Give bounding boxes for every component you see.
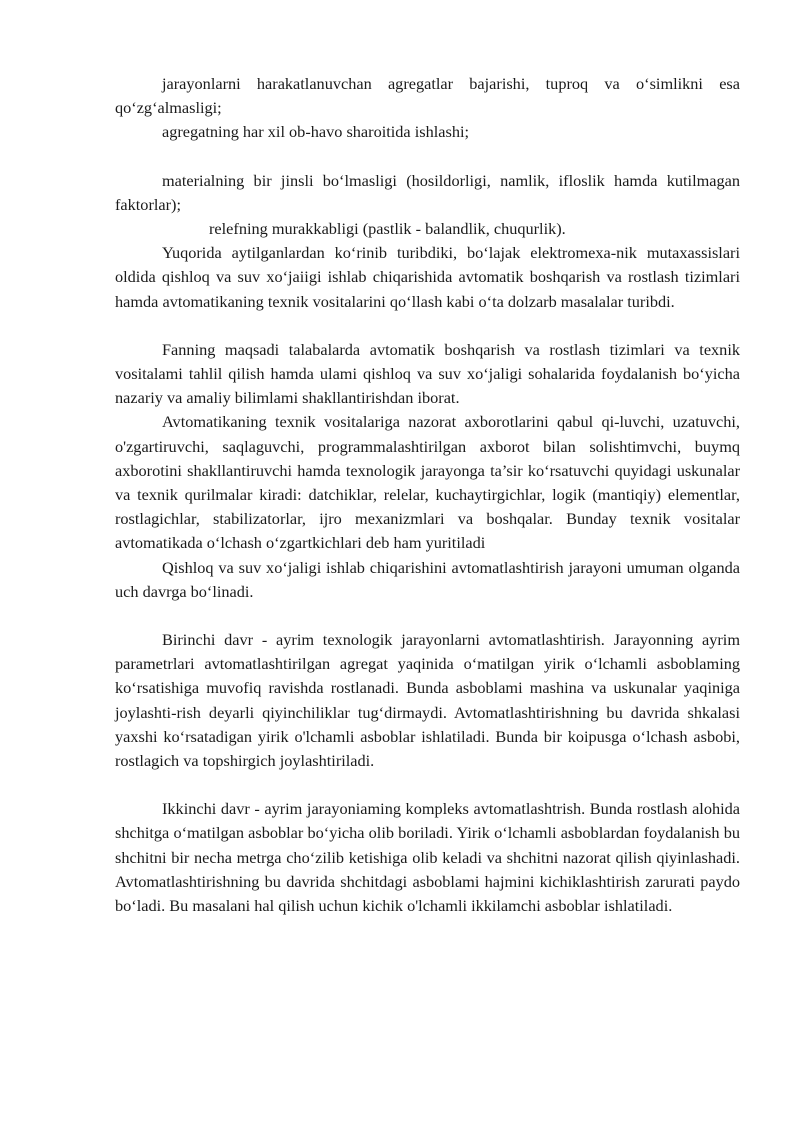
paragraph-course-goal: Fanning maqsadi talabalarda avtomatik boshqarish va rostlash tizimlari va texnik vositalami tahlil qilish hamda ulami qishloq va suv xo‘jaligi sohalarida foydalanish bo‘yicha nazariy va amaliy bilimlami shakllantirishdan iborat.: [115, 339, 740, 408]
paragraph-second-period: Ikkinchi davr - ayrim jarayoniaming kompleks avtomatlashtrish. Bunda rostlash alohida shchitga o‘matilgan asboblar bo‘yicha olib boriladi. Yirik o‘lchamli asboblardan foydalanish bu shchitni bir necha metrga cho‘zilib ketishiga olib keladi va shchitni nazorat qilish qiyinlashadi. Avtomatlashtirishning bu davrida shchitdagi asboblami hajmini kichiklashtirish zarurati paydo bo‘ladi. Bu masalani hal qilish uchun kichik o'lchamli ikkilamchi asboblar ishlatiladi.: [115, 799, 740, 916]
paragraph-first-period: Birinchi davr - ayrim texnologik jarayonlarni avtomatlashtirish. Jarayonning ayrim parametrlari avtomatlashtirilgan agregat yaqinida o‘matilgan yirik o‘lchamli asboblaming ko‘rsatishiga muvofiq ravishda rostlanadi. Bunda asboblami mashina va uskunalar yaqiniga joylashti-rish deyarli qiyinchiliklar tug‘dirmaydi. Avtomatlashtirishning bu davrida shkalasi yaxshi ko‘rsatadigan yirik o'lchamli asboblar ishlatiladi. Bunda bir koipusga o‘lchash asbobi, rostlagich va topshirgich joylashtiriladi.: [115, 630, 740, 771]
paragraph-conditions-3: materialning bir jinsli bo‘lmasligi (hosildorligi, namlik, ifloslik hamda kutilmagan faktorlar);: [115, 170, 740, 214]
paragraph-conditions-2: agregatning har xil ob-havo sharoitida ishlashi;: [162, 122, 470, 142]
paragraph-conditions-4: relefning murakkabligi (pastlik - balandlik, chuqurlik).: [209, 219, 566, 239]
paragraph-three-periods: Qishloq va suv xo‘jaligi ishlab chiqarishini avtomatlashtirish jarayoni umuman olganda uch davrga bo‘linadi.: [115, 557, 740, 601]
paragraph-technical-means: Avtomatikaning texnik vositalariga nazorat axborotlarini qabul qi-luvchi, uzatuvchi, o'zgartiruvchi, saqlaguvchi, programmalashtirilgan axborot bilan solishtimvchi, buymq axborotini shakllantiruvchi hamda texnologik jarayonga ta’sir ko‘rsatuvchi quyidagi uskunalar va texnik qurilmalar kiradi: datchiklar, relelar, kuchaytirgichlar, logik (mantiqiy) elementlar, rostlagichlar, stabilizatorlar, ijro mexanizmlari va boshqalar. Bunday texnik vositalar avtomatikada o‘lchash o‘zgartkichlari deb ham yuritiladi: [115, 412, 740, 553]
paragraph-conditions-1: jarayonlarni harakatlanuvchan agregatlar bajarishi, tuproq va o‘simlikni esa qo‘zg‘almasligi;: [115, 74, 740, 118]
document-page: [115, 72, 740, 918]
paragraph-summary: Yuqorida aytilganlardan ko‘rinib turibdiki, bo‘lajak elektromexa-nik mutaxassislari oldida qishloq va suv xo‘jaiigi ishlab chiqarishida avtomatik boshqarish va rostlash tizimlari hamda avtomatikaning texnik vositalarini qo‘llash kabi o‘ta dolzarb masalalar turibdi.: [115, 243, 740, 311]
